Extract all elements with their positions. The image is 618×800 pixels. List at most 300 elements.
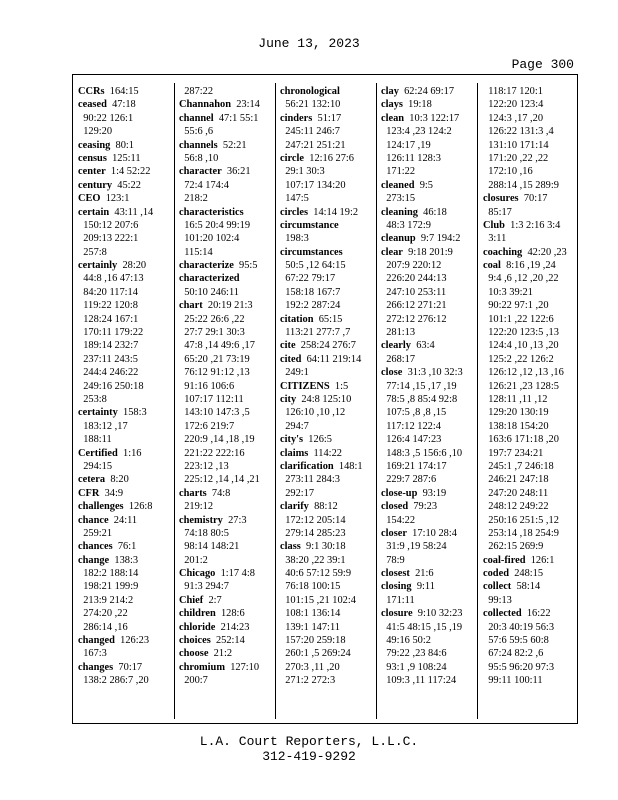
index-line bbox=[483, 473, 567, 486]
index-refs: 131:10 171:14 bbox=[488, 139, 549, 151]
column-divider bbox=[376, 83, 377, 719]
index-term: coded bbox=[483, 568, 509, 580]
index-line bbox=[483, 112, 567, 125]
index-line bbox=[280, 313, 363, 326]
index-refs: 101:20 102:4 bbox=[184, 233, 240, 245]
index-refs: 248:15 bbox=[514, 568, 544, 580]
index-refs: 248:12 249:22 bbox=[488, 501, 549, 513]
index-line bbox=[483, 567, 567, 580]
index-line bbox=[78, 406, 153, 419]
index-term: closing bbox=[381, 581, 412, 593]
index-refs: 268:17 bbox=[386, 353, 416, 365]
index-line bbox=[78, 567, 153, 580]
index-line bbox=[381, 326, 463, 339]
index-line bbox=[78, 286, 153, 299]
index-term: certain bbox=[78, 206, 110, 218]
index-line bbox=[179, 366, 260, 379]
index-refs: 79:23 bbox=[413, 501, 438, 513]
index-line bbox=[179, 540, 260, 553]
index-refs: 31:9 ,19 58:24 bbox=[386, 541, 447, 553]
index-line bbox=[179, 299, 260, 312]
index-refs: 9:11 bbox=[416, 581, 435, 593]
index-term: circumstances bbox=[280, 246, 343, 258]
index-term: cetera bbox=[78, 474, 106, 486]
index-refs: 77:14 ,15 ,17 ,19 bbox=[386, 380, 457, 392]
index-line bbox=[78, 192, 153, 205]
index-line bbox=[381, 139, 463, 152]
index-line bbox=[280, 567, 363, 580]
index-line bbox=[78, 152, 153, 165]
index-term: changes bbox=[78, 661, 114, 673]
index-refs: 16:22 bbox=[526, 608, 551, 620]
index-line bbox=[78, 607, 153, 620]
index-line bbox=[179, 192, 260, 205]
index-refs: 23:14 bbox=[236, 99, 260, 111]
index-line bbox=[179, 139, 260, 152]
index-refs: 74:8 bbox=[211, 487, 231, 499]
index-refs: 188:11 bbox=[83, 434, 112, 446]
index-refs: 29:1 30:3 bbox=[285, 166, 325, 178]
index-line bbox=[280, 272, 363, 285]
index-refs: 113:21 277:7 ,7 bbox=[285, 327, 351, 339]
index-line bbox=[78, 487, 153, 500]
index-line bbox=[179, 514, 260, 527]
index-line bbox=[381, 554, 463, 567]
index-refs: 99:11 100:11 bbox=[488, 675, 543, 687]
index-line bbox=[78, 540, 153, 553]
index-term: clays bbox=[381, 99, 403, 111]
index-refs: 250:16 251:5 ,12 bbox=[488, 514, 559, 526]
index-refs: 56:8 ,10 bbox=[184, 152, 219, 164]
index-refs: 129:20 bbox=[83, 126, 113, 138]
index-line bbox=[78, 514, 153, 527]
index-refs: 10:3 122:17 bbox=[409, 112, 460, 124]
index-refs: 273:15 bbox=[386, 193, 416, 205]
index-refs: 98:14 148:21 bbox=[184, 541, 240, 553]
index-term: circles bbox=[280, 206, 309, 218]
index-line bbox=[381, 85, 463, 98]
index-refs: 260:1 ,5 269:24 bbox=[285, 648, 351, 660]
index-line bbox=[381, 125, 463, 138]
index-line bbox=[179, 527, 260, 540]
index-term: cleaned bbox=[381, 179, 415, 191]
index-term: CFR bbox=[78, 487, 100, 499]
index-line bbox=[179, 219, 260, 232]
index-term: center bbox=[78, 166, 106, 178]
index-line bbox=[280, 460, 363, 473]
index-line bbox=[483, 487, 567, 500]
index-refs: 27:3 bbox=[228, 514, 247, 526]
index-line bbox=[381, 152, 463, 165]
index-refs: 56:21 132:10 bbox=[285, 99, 341, 111]
index-term: clean bbox=[381, 112, 405, 124]
index-line bbox=[78, 112, 153, 125]
index-line bbox=[78, 393, 153, 406]
footer-company: L.A. Court Reporters, L.L.C. bbox=[199, 734, 419, 749]
index-term: coal bbox=[483, 260, 501, 272]
index-term: chemistry bbox=[179, 514, 223, 526]
index-refs: 274:20 ,22 bbox=[83, 608, 128, 620]
index-line bbox=[78, 313, 153, 326]
index-refs: 247:20 248:11 bbox=[488, 487, 549, 499]
index-line bbox=[78, 179, 153, 192]
index-line bbox=[381, 607, 463, 620]
index-refs: 78:9 bbox=[386, 554, 405, 566]
index-refs: 128:24 167:1 bbox=[83, 313, 139, 325]
index-refs: 126:4 147:23 bbox=[386, 434, 442, 446]
index-refs: 171:22 bbox=[386, 166, 416, 178]
index-refs: 126:23 bbox=[120, 635, 150, 647]
index-term: clarification bbox=[280, 460, 334, 472]
index-refs: 12:16 27:6 bbox=[309, 152, 354, 164]
index-refs: 126:11 128:3 bbox=[386, 152, 441, 164]
index-term: clay bbox=[381, 86, 399, 97]
index-refs: 50:10 246:11 bbox=[184, 286, 239, 298]
index-line bbox=[483, 139, 567, 152]
index-refs: 25:22 26:6 ,22 bbox=[184, 313, 245, 325]
index-refs: 93:19 bbox=[422, 487, 447, 499]
index-line bbox=[381, 179, 463, 192]
index-line bbox=[280, 406, 363, 419]
index-term: century bbox=[78, 179, 113, 191]
index-term: circle bbox=[280, 152, 305, 164]
index-refs: 271:2 272:3 bbox=[285, 675, 336, 687]
index-line bbox=[381, 286, 463, 299]
index-refs: 259:21 bbox=[83, 527, 113, 539]
index-line bbox=[78, 219, 153, 232]
index-line bbox=[483, 219, 567, 232]
index-term: channels bbox=[179, 139, 218, 151]
index-refs: 150:12 207:6 bbox=[83, 219, 139, 231]
index-line bbox=[483, 353, 567, 366]
index-line bbox=[280, 353, 363, 366]
index-line bbox=[179, 380, 260, 393]
index-line bbox=[381, 165, 463, 178]
index-refs: 1:4 52:22 bbox=[110, 166, 151, 178]
index-refs: 218:2 bbox=[184, 193, 208, 205]
index-refs: 47:18 bbox=[112, 99, 136, 111]
index-line bbox=[280, 259, 363, 272]
index-refs: 124:3 ,17 ,20 bbox=[488, 112, 544, 124]
index-refs: 287:22 bbox=[184, 86, 214, 97]
index-refs: 38:20 ,22 39:1 bbox=[285, 554, 346, 566]
index-line bbox=[280, 98, 363, 111]
index-refs: 252:14 bbox=[215, 635, 245, 647]
index-line bbox=[381, 433, 463, 446]
index-line bbox=[381, 299, 463, 312]
index-refs: 99:13 bbox=[488, 594, 512, 606]
index-line bbox=[179, 554, 260, 567]
index-line bbox=[280, 339, 363, 352]
index-refs: 219:12 bbox=[184, 501, 214, 513]
index-term: Channahon bbox=[179, 99, 231, 111]
index-refs: 128:6 bbox=[220, 608, 245, 620]
index-refs: 76:18 100:15 bbox=[285, 581, 341, 593]
index-refs: 28:20 bbox=[122, 260, 147, 272]
index-line bbox=[280, 165, 363, 178]
index-refs: 281:13 bbox=[386, 327, 416, 339]
index-refs: 93:1 ,9 108:24 bbox=[386, 661, 447, 673]
index-term: character bbox=[179, 166, 222, 178]
index-line bbox=[78, 473, 153, 486]
index-line bbox=[78, 366, 153, 379]
index-line bbox=[483, 125, 567, 138]
index-refs: 36:21 bbox=[226, 166, 251, 178]
index-line bbox=[381, 206, 463, 219]
index-term: children bbox=[179, 608, 216, 620]
index-line bbox=[78, 500, 153, 513]
index-term: close bbox=[381, 367, 403, 379]
index-line bbox=[381, 674, 463, 687]
index-term: cited bbox=[280, 353, 302, 365]
index-refs: 124:4 ,10 ,13 ,20 bbox=[488, 340, 559, 352]
index-refs: 119:22 120:8 bbox=[83, 300, 138, 312]
index-refs: 258:24 276:7 bbox=[300, 340, 356, 352]
index-line bbox=[78, 621, 153, 634]
index-refs: 237:11 243:5 bbox=[83, 353, 138, 365]
index-line bbox=[179, 125, 260, 138]
index-line bbox=[78, 634, 153, 647]
index-line bbox=[179, 112, 260, 125]
index-refs: 262:15 269:9 bbox=[488, 541, 544, 553]
index-term: closures bbox=[483, 193, 519, 205]
index-line bbox=[381, 460, 463, 473]
index-line bbox=[280, 179, 363, 192]
index-line bbox=[280, 420, 363, 433]
index-refs: 213:9 214:2 bbox=[83, 594, 134, 606]
index-line bbox=[78, 580, 153, 593]
index-line bbox=[78, 460, 153, 473]
index-refs: 109:3 ,11 117:24 bbox=[386, 675, 457, 687]
index-line bbox=[381, 473, 463, 486]
index-refs: 1:17 4:8 bbox=[220, 568, 255, 580]
index-refs: 67:24 82:2 ,6 bbox=[488, 648, 544, 660]
index-refs: 244:4 246:22 bbox=[83, 367, 139, 379]
index-refs: 9:7 194:2 bbox=[420, 233, 461, 245]
index-line bbox=[179, 447, 260, 460]
index-line bbox=[381, 540, 463, 553]
index-refs: 91:3 294:7 bbox=[184, 581, 229, 593]
index-line bbox=[381, 647, 463, 660]
index-refs: 14:14 19:2 bbox=[313, 206, 359, 218]
index-line bbox=[179, 259, 260, 272]
index-line bbox=[179, 647, 260, 660]
index-refs: 74:18 80:5 bbox=[184, 527, 229, 539]
index-line bbox=[179, 500, 260, 513]
index-line bbox=[483, 607, 567, 620]
index-refs: 124:17 ,19 bbox=[386, 139, 431, 151]
index-term: closure bbox=[381, 608, 413, 620]
index-refs: 85:17 bbox=[488, 206, 512, 218]
index-refs: 143:10 147:3 ,5 bbox=[184, 407, 250, 419]
index-refs: 47:8 ,14 49:6 ,17 bbox=[184, 340, 255, 352]
index-term: close-up bbox=[381, 487, 418, 499]
index-term: collected bbox=[483, 608, 522, 620]
index-line bbox=[280, 487, 363, 500]
index-line bbox=[78, 647, 153, 660]
index-refs: 158:3 bbox=[123, 407, 147, 419]
index-line bbox=[179, 674, 260, 687]
index-line bbox=[280, 286, 363, 299]
index-refs: 70:17 bbox=[523, 193, 548, 205]
index-line bbox=[280, 232, 363, 245]
index-line bbox=[381, 661, 463, 674]
index-term: cite bbox=[280, 340, 296, 352]
index-line bbox=[483, 326, 567, 339]
index-refs: 55:6 ,6 bbox=[184, 126, 214, 138]
index-refs: 48:3 172:9 bbox=[386, 219, 431, 231]
index-line bbox=[179, 339, 260, 352]
index-refs: 294:7 bbox=[285, 420, 309, 432]
index-refs: 90:22 126:1 bbox=[83, 112, 134, 124]
index-refs: 279:14 285:23 bbox=[285, 527, 346, 539]
index-term: city bbox=[280, 393, 297, 405]
index-line bbox=[381, 393, 463, 406]
index-refs: 101:15 ,21 102:4 bbox=[285, 594, 356, 606]
index-column bbox=[179, 85, 260, 688]
index-refs: 45:22 bbox=[117, 179, 141, 191]
index-line bbox=[381, 420, 463, 433]
index-line bbox=[280, 206, 363, 219]
index-line bbox=[179, 232, 260, 245]
index-term: characterized bbox=[179, 273, 240, 285]
index-term: class bbox=[280, 541, 301, 553]
index-refs: 40:6 57:12 59:9 bbox=[285, 568, 352, 580]
index-refs: 16:5 20:4 99:19 bbox=[184, 219, 251, 231]
index-line bbox=[78, 326, 153, 339]
index-refs: 170:11 179:22 bbox=[83, 327, 144, 339]
index-refs: 51:17 bbox=[317, 112, 342, 124]
index-line bbox=[78, 661, 153, 674]
index-line bbox=[381, 232, 463, 245]
index-refs: 225:12 ,14 ,14 ,21 bbox=[184, 474, 260, 486]
index-line bbox=[179, 460, 260, 473]
index-line bbox=[179, 286, 260, 299]
index-term: chart bbox=[179, 300, 203, 312]
index-refs: 138:3 bbox=[114, 554, 139, 566]
index-line bbox=[483, 594, 567, 607]
index-term: clear bbox=[381, 246, 403, 258]
index-refs: 270:3 ,11 ,20 bbox=[285, 661, 340, 673]
index-refs: 41:5 48:15 ,15 ,19 bbox=[386, 621, 463, 633]
index-refs: 220:9 ,14 ,18 ,19 bbox=[184, 434, 255, 446]
index-line bbox=[280, 514, 363, 527]
index-line bbox=[280, 634, 363, 647]
index-refs: 272:12 276:12 bbox=[386, 313, 447, 325]
index-term: Chief bbox=[179, 594, 204, 606]
index-line bbox=[483, 554, 567, 567]
index-line bbox=[280, 246, 363, 259]
index-term: channel bbox=[179, 112, 214, 124]
index-term: Club bbox=[483, 219, 505, 231]
index-column bbox=[381, 85, 463, 688]
index-refs: 80:1 bbox=[115, 139, 135, 151]
index-refs: 167:3 bbox=[83, 648, 107, 660]
index-line bbox=[483, 647, 567, 660]
index-term: Certified bbox=[78, 447, 118, 459]
index-line bbox=[483, 339, 567, 352]
index-line bbox=[483, 179, 567, 192]
index-term: certainty bbox=[78, 407, 118, 419]
index-refs: 10:3 39:21 bbox=[488, 286, 533, 298]
index-line bbox=[483, 246, 567, 259]
index-refs: 126:8 bbox=[128, 501, 153, 513]
index-line bbox=[78, 380, 153, 393]
column-divider bbox=[275, 83, 276, 719]
index-line bbox=[179, 594, 260, 607]
index-refs: 198:3 bbox=[285, 233, 309, 245]
index-line bbox=[78, 232, 153, 245]
index-refs: 192:2 287:24 bbox=[285, 300, 341, 312]
index-refs: 163:6 171:18 ,20 bbox=[488, 434, 559, 446]
index-line bbox=[483, 527, 567, 540]
index-line bbox=[280, 380, 363, 393]
index-refs: 19:18 bbox=[408, 99, 432, 111]
index-refs: 154:22 bbox=[386, 514, 416, 526]
index-line bbox=[483, 514, 567, 527]
index-line bbox=[78, 206, 153, 219]
index-line bbox=[280, 112, 363, 125]
index-refs: 245:11 246:7 bbox=[285, 126, 340, 138]
index-refs: 122:20 123:5 ,13 bbox=[488, 327, 559, 339]
index-refs: 67:22 79:17 bbox=[285, 273, 336, 285]
index-line bbox=[381, 259, 463, 272]
index-line bbox=[179, 326, 260, 339]
index-refs: 95:5 96:20 97:3 bbox=[488, 661, 555, 673]
index-refs: 246:21 247:18 bbox=[488, 474, 549, 486]
index-term: choices bbox=[179, 635, 211, 647]
index-line bbox=[483, 433, 567, 446]
index-line bbox=[179, 634, 260, 647]
index-line bbox=[483, 272, 567, 285]
index-column bbox=[483, 85, 567, 688]
index-line bbox=[78, 299, 153, 312]
index-refs: 107:17 112:11 bbox=[184, 393, 244, 405]
index-line bbox=[280, 580, 363, 593]
index-refs: 266:12 271:21 bbox=[386, 300, 447, 312]
index-line bbox=[483, 206, 567, 219]
index-refs: 123:1 bbox=[105, 193, 130, 205]
index-refs: 9:5 bbox=[419, 179, 433, 191]
index-line bbox=[381, 272, 463, 285]
index-refs: 118:17 120:1 bbox=[488, 86, 543, 97]
index-refs: 129:20 130:19 bbox=[488, 407, 549, 419]
index-term: chronological bbox=[280, 86, 340, 97]
index-refs: 223:12 ,13 bbox=[184, 460, 229, 472]
index-line bbox=[280, 473, 363, 486]
index-line bbox=[78, 165, 153, 178]
index-refs: 226:20 244:13 bbox=[386, 273, 447, 285]
index-refs: 125:11 bbox=[112, 152, 141, 164]
index-refs: 46:18 bbox=[423, 206, 447, 218]
index-refs: 221:22 222:16 bbox=[184, 447, 245, 459]
index-line bbox=[179, 98, 260, 111]
index-refs: 31:3 ,10 32:3 bbox=[407, 367, 463, 379]
index-refs: 126:5 bbox=[308, 434, 332, 446]
index-refs: 63:4 bbox=[416, 340, 435, 352]
index-line bbox=[381, 366, 463, 379]
index-line bbox=[78, 246, 153, 259]
index-refs: 20:3 40:19 56:3 bbox=[488, 621, 555, 633]
index-refs: 117:12 122:4 bbox=[386, 420, 441, 432]
index-refs: 9:18 201:9 bbox=[408, 246, 453, 258]
index-refs: 139:1 147:11 bbox=[285, 621, 340, 633]
index-term: CCRs bbox=[78, 86, 105, 97]
index-line bbox=[179, 165, 260, 178]
index-line bbox=[483, 366, 567, 379]
index-term: Chicago bbox=[179, 568, 216, 580]
index-refs: 27:7 29:1 30:3 bbox=[184, 327, 245, 339]
